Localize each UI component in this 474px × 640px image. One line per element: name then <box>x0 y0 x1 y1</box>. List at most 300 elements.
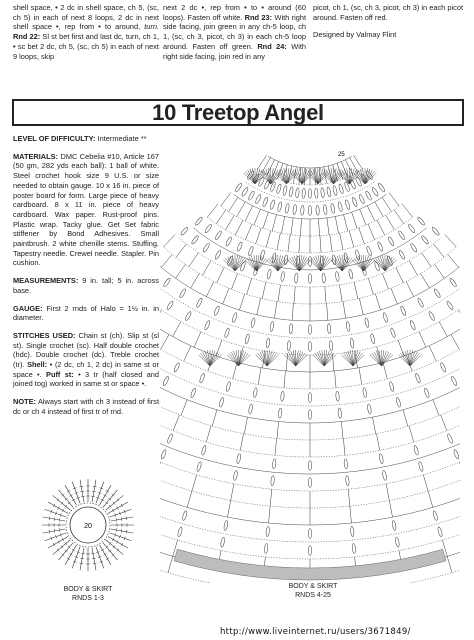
puff-stitch-mark <box>223 520 228 530</box>
dc-stitch-mark <box>284 371 285 388</box>
main-caption-line2: RNDS 4-25 <box>295 592 331 599</box>
puff-stitch-mark <box>335 271 340 281</box>
puff-stitch-mark <box>308 478 311 488</box>
dc-stitch-mark <box>386 215 395 230</box>
puff-stitch-mark <box>185 311 193 321</box>
dc-stitch-mark <box>368 224 375 240</box>
crossbar-mark <box>112 538 114 541</box>
round-arc <box>160 322 460 491</box>
dc-stitch-mark <box>278 285 281 302</box>
dc-stitch-mark <box>202 261 210 276</box>
source-url-watermark: http://www.liveinternet.ru/users/3671849/ <box>220 627 411 637</box>
dc-stitch-mark <box>254 209 260 225</box>
crossbar-mark <box>79 486 83 487</box>
puff-stitch-mark <box>220 537 225 547</box>
puff-stitch-mark <box>322 273 326 283</box>
measurements-text: 9 in. tall; 5 in. across base. <box>13 276 159 295</box>
puff-stitch-mark <box>409 320 416 330</box>
shell-fan-mark <box>315 353 325 366</box>
puff-stitch-mark <box>338 408 342 418</box>
gauge-section <box>13 304 159 323</box>
puff-stitch-mark <box>250 317 255 327</box>
note-text: Always start with ch 3 instead of first dc or ch 4 instead of first tr of rnd. <box>13 397 159 416</box>
dc-stitch-mark <box>402 204 413 217</box>
dc-stitch-mark <box>173 415 179 431</box>
puff-stitch-mark <box>163 278 172 288</box>
dc-stitch-mark <box>359 298 363 315</box>
crossbar-mark <box>91 496 95 497</box>
dc-stitch-mark <box>270 489 272 506</box>
dc-stitch-mark <box>335 217 338 234</box>
crossbar-mark <box>106 490 109 492</box>
puff-stitch-mark <box>338 184 344 194</box>
puff-stitch-mark <box>377 241 384 251</box>
crossbar-mark <box>116 518 117 522</box>
puff-stitch-mark <box>232 312 238 322</box>
puff-stitch-mark <box>335 391 339 401</box>
dc-stitch-mark <box>422 253 432 267</box>
crossbar-mark <box>62 509 64 512</box>
difficulty-label: LEVEL OF DIFFICULTY: <box>13 134 96 143</box>
dc-stitch-mark <box>377 220 385 235</box>
puff-stitch-mark <box>337 201 343 211</box>
puff-stitch-mark <box>162 376 169 386</box>
puff-stitch-mark <box>214 230 222 240</box>
dc-stitch-mark <box>43 517 66 521</box>
small-crochet-diagram <box>18 455 158 583</box>
dc-stitch-mark <box>43 529 66 533</box>
puff-stitch-mark <box>214 250 222 260</box>
puff-stitch-mark <box>371 187 379 197</box>
crossbar-mark <box>62 538 64 541</box>
puff-stitch-mark <box>450 376 457 386</box>
designer-credit: Designed by Valmay Flint <box>313 30 397 40</box>
dc-stitch-mark <box>441 415 447 431</box>
puff-stitch-mark <box>248 404 253 414</box>
measurements-section <box>13 276 159 295</box>
dc-stitch-mark <box>434 244 445 257</box>
stitches-text: Chain st (ch). Slip st (sl st). Single crochet (sc). Half double crochet (hdc). Double crochet (dc). Treble crochet (tr). <box>13 330 160 370</box>
puff-stitch-mark <box>182 510 188 520</box>
top-text-column-3 <box>313 3 463 40</box>
puff-stitch-mark <box>295 188 299 198</box>
top-text-column-1: shell space, • 2 dc in shell space, ch 5, (sc, ch 5) in each of next 8 loops, 2 dc in next shell space •, rep from • to around, turn. Rnd 22: Sl st bet first and last dc, turn, ch 1, • sc bet 2 dc, ch 5, (sc, ch 5) in each of next 9 loops, skip <box>13 3 160 61</box>
dc-stitch-mark <box>403 410 408 426</box>
shell-fan-mark <box>354 258 364 271</box>
shell-fan-mark <box>410 353 420 366</box>
dc-stitch-mark <box>161 335 169 350</box>
crossbar-mark <box>49 530 50 534</box>
puff-stitch-mark <box>225 236 233 246</box>
dc-stitch-mark <box>367 206 374 221</box>
crossbar-mark <box>67 558 70 560</box>
crossbar-mark <box>92 491 96 492</box>
puff-stitch-mark <box>166 300 174 310</box>
crossbar-mark <box>103 554 106 556</box>
puff-stitch-mark <box>180 226 189 236</box>
crossbar-mark <box>103 495 106 497</box>
dc-stitch-mark <box>223 288 229 304</box>
puff-stitch-mark <box>308 410 311 420</box>
puff-stitch-mark <box>267 269 272 279</box>
dc-stitch-mark <box>277 233 280 250</box>
puff-stitch-mark <box>433 288 441 298</box>
dc-stitch-mark <box>360 209 366 225</box>
puff-stitch-mark <box>358 194 365 204</box>
dc-stitch-mark <box>320 236 321 253</box>
round-arc <box>160 382 460 583</box>
crossbar-mark <box>121 543 123 546</box>
puff-stitch-mark <box>177 527 183 537</box>
puff-stitch-mark <box>233 470 238 480</box>
puff-stitch-mark <box>365 190 373 200</box>
puff-stitch-mark <box>240 261 247 271</box>
dc-stitch-mark <box>451 335 459 350</box>
crossbar-mark <box>69 554 72 556</box>
dc-stitch-mark <box>194 332 201 348</box>
dc-stitch-mark <box>233 362 237 378</box>
puff-stitch-mark <box>300 205 304 215</box>
dc-stitch-mark <box>262 282 266 299</box>
shell-fan-mark <box>258 353 268 366</box>
puff-stitch-mark <box>431 226 440 236</box>
puff-stitch-mark <box>316 205 320 215</box>
dc-stitch-mark <box>288 235 290 252</box>
dc-stitch-mark <box>386 484 389 501</box>
crossbar-mark <box>59 528 60 532</box>
shell-fan-mark <box>256 258 266 271</box>
puff-stitch-mark <box>213 306 220 316</box>
puff-stitch-mark <box>248 246 254 256</box>
puff-stitch-mark <box>364 317 369 327</box>
dc-stitch-mark <box>231 484 234 501</box>
dc-stitch-mark <box>382 273 388 289</box>
dc-stitch-mark <box>247 278 252 294</box>
crossbar-mark <box>121 517 122 521</box>
shell-fan-mark <box>311 258 321 271</box>
puff-stitch-mark <box>389 381 395 391</box>
dc-stitch-mark <box>419 332 426 348</box>
dc-stitch-mark <box>111 529 134 533</box>
puff-stitch-mark <box>440 362 447 372</box>
dc-stitch-mark <box>212 410 217 426</box>
puff-stitch-mark <box>308 529 311 539</box>
puff-stitch-mark <box>248 190 256 200</box>
shell-fan-mark <box>353 353 363 366</box>
dc-stitch-mark <box>161 254 172 267</box>
crossbar-mark <box>59 518 60 522</box>
dc-stitch-mark <box>299 236 300 253</box>
crossbar-mark <box>81 496 85 497</box>
puff-stitch-mark <box>330 203 335 213</box>
dc-stitch-mark <box>227 500 230 517</box>
puff-stitch-mark <box>398 250 406 260</box>
dc-stitch-mark <box>396 267 403 282</box>
dc-stitch-mark <box>389 193 399 207</box>
puff-stitch-mark <box>308 393 311 403</box>
shell-fan-mark <box>296 353 306 366</box>
small-caption-line1: BODY & SKIRT <box>63 586 113 593</box>
dc-stitch-mark <box>325 286 326 303</box>
dc-stitch-mark <box>58 490 73 508</box>
dc-stitch-mark <box>352 212 357 228</box>
crossbar-mark <box>54 517 55 521</box>
puff-stitch-mark <box>272 459 276 469</box>
puff-stitch-mark <box>323 204 327 214</box>
note-section <box>13 397 159 416</box>
dc-stitch-mark <box>406 281 414 296</box>
puff-stitch-mark <box>289 187 294 197</box>
title-banner <box>12 99 464 126</box>
dc-stitch-mark <box>226 215 235 230</box>
dc-stitch-mark <box>359 368 362 385</box>
small-diagram-center-label: 20 <box>84 523 92 530</box>
difficulty-value: Intermediate ** <box>97 134 147 143</box>
dc-stitch-mark <box>80 480 84 503</box>
crossbar-mark <box>126 530 127 534</box>
dc-stitch-mark <box>391 288 397 304</box>
dc-stitch-mark <box>354 282 358 299</box>
dc-stitch-mark <box>275 438 277 455</box>
puff-stitch-mark <box>326 187 331 197</box>
puff-stitch-mark <box>196 298 203 308</box>
dc-stitch-mark <box>181 400 187 416</box>
crossbar-mark <box>79 563 83 564</box>
puff-stitch-mark <box>173 362 180 372</box>
puff-stitch-mark <box>344 199 350 209</box>
dc-stitch-mark <box>257 298 261 315</box>
dc-stitch-mark <box>229 197 238 211</box>
crossbar-mark <box>58 506 60 509</box>
puff-stitch-mark <box>345 476 349 486</box>
puff-stitch-mark <box>417 216 426 226</box>
dc-stitch-mark <box>103 543 118 561</box>
dc-stitch-mark <box>394 210 404 224</box>
puff-stitch-mark <box>234 183 242 193</box>
puff-stitch-mark <box>355 250 361 260</box>
puff-stitch-mark <box>196 461 202 471</box>
small-diagram-caption <box>48 585 128 603</box>
dc-stitch-mark <box>103 490 118 508</box>
dc-stitch-mark <box>274 301 277 318</box>
crossbar-mark <box>72 549 75 551</box>
shell-fan-mark <box>267 353 277 366</box>
crossbar-mark <box>101 499 104 501</box>
crossbar-mark <box>81 553 85 554</box>
stitches-section <box>13 331 159 389</box>
puff-stitch-mark <box>327 324 331 334</box>
puff-stitch-mark <box>387 236 395 246</box>
puff-stitch-mark <box>410 243 418 253</box>
dc-stitch-mark <box>256 228 262 244</box>
shell-fan-mark <box>286 353 296 366</box>
puff-stitch-mark <box>241 187 249 197</box>
puff-stitch-mark <box>379 453 384 463</box>
shell-fan-mark <box>299 258 309 271</box>
puff-stitch-mark <box>202 243 210 253</box>
main-crochet-diagram <box>160 148 460 583</box>
crossbar-mark <box>93 563 97 564</box>
dc-stitch-mark <box>281 217 284 234</box>
puff-stitch-mark <box>390 328 396 338</box>
dc-stitch-mark <box>340 285 343 302</box>
dc-stitch-mark <box>106 495 124 510</box>
crossbar-mark <box>116 528 117 532</box>
shell-fan-mark <box>324 353 334 366</box>
instructions-column <box>13 134 159 425</box>
puff-stitch-mark <box>266 338 271 348</box>
puff-stitch-mark <box>447 433 454 443</box>
puff-stitch-mark <box>280 391 284 401</box>
dc-stitch-mark <box>439 322 447 337</box>
dc-stitch-mark <box>294 286 295 303</box>
puff-stitch-mark <box>204 224 212 234</box>
difficulty-section <box>13 134 159 144</box>
puff-stitch-mark <box>167 433 174 443</box>
puff-stitch-mark <box>276 184 282 194</box>
dc-stitch-mark <box>53 540 71 555</box>
dc-stitch-mark <box>291 218 293 235</box>
dc-stitch-mark <box>445 234 457 247</box>
dc-stitch-mark <box>327 303 328 320</box>
puff-stitch-mark <box>308 274 311 284</box>
puff-stitch-mark <box>362 387 367 397</box>
dc-stitch-mark <box>409 426 414 442</box>
dc-stitch-mark <box>272 215 276 231</box>
crossbar-mark <box>49 516 50 520</box>
main-diagram-caption <box>273 582 353 600</box>
puff-stitch-mark <box>280 271 285 281</box>
dc-stitch-mark <box>409 261 417 276</box>
dc-stitch-mark <box>187 491 192 507</box>
puff-stitch-mark <box>201 445 207 455</box>
dc-stitch-mark <box>340 233 343 250</box>
crossbar-mark <box>67 490 70 492</box>
dc-stitch-mark <box>348 489 350 506</box>
puff-stitch-mark <box>191 235 200 245</box>
puff-stitch-mark <box>259 250 265 260</box>
dc-stitch-mark <box>327 218 329 235</box>
crossbar-mark <box>91 553 95 554</box>
puff-stitch-mark <box>289 324 293 334</box>
shell-fan-mark <box>229 353 239 366</box>
dc-stitch-mark <box>206 426 211 442</box>
dc-stitch-mark <box>389 500 392 517</box>
puff-stitch-mark <box>266 526 270 536</box>
dc-stitch-mark <box>216 210 226 224</box>
puff-stitch-mark <box>352 543 356 553</box>
puff-stitch-mark <box>314 188 318 198</box>
dc-stitch-mark <box>423 475 428 491</box>
dc-stitch-mark <box>382 197 391 211</box>
puff-stitch-mark <box>271 476 275 486</box>
dc-stitch-mark <box>292 303 293 320</box>
stitches-label: STITCHES USED: <box>13 330 76 340</box>
dc-stitch-mark <box>277 422 279 439</box>
dc-stitch-mark <box>373 417 376 434</box>
dc-stitch-mark <box>164 234 176 247</box>
dc-stitch-mark <box>184 346 191 361</box>
puff-stitch-mark <box>428 311 436 321</box>
puff-stitch-mark <box>219 397 225 407</box>
dc-stitch-mark <box>448 254 459 267</box>
crossbar-mark <box>106 558 109 560</box>
puff-stitch-mark <box>308 325 311 335</box>
dc-stitch-mark <box>207 204 218 217</box>
dc-stitch-mark <box>235 220 243 235</box>
puff-stitch-mark <box>413 445 419 455</box>
measurements-label: MEASUREMENTS: <box>13 276 79 286</box>
dc-stitch-mark <box>58 543 73 561</box>
dc-stitch-mark <box>376 434 379 451</box>
puff-stitch-mark <box>348 269 353 279</box>
puff-stitch-mark <box>370 334 376 344</box>
dc-stitch-mark <box>350 506 352 523</box>
shell-fan-mark <box>225 258 235 271</box>
dc-stitch-mark <box>458 310 460 324</box>
puff-stitch-mark <box>225 381 231 391</box>
puff-stitch-mark <box>287 341 291 351</box>
puff-stitch-mark <box>253 387 258 397</box>
puff-stitch-mark <box>351 197 358 207</box>
dc-stitch-mark <box>168 556 173 572</box>
puff-stitch-mark <box>269 199 275 209</box>
puff-stitch-mark <box>190 388 197 398</box>
puff-stitch-mark <box>204 320 211 330</box>
shell-fan-mark <box>381 353 391 366</box>
puff-stitch-mark <box>262 197 269 207</box>
shell-fan-mark <box>343 353 353 366</box>
dc-stitch-mark <box>192 475 197 491</box>
puff-stitch-mark <box>453 449 460 459</box>
puff-stitch-mark <box>236 241 243 251</box>
puff-stitch-mark <box>160 449 167 459</box>
puff-stitch-mark <box>294 273 298 283</box>
dc-stitch-mark <box>435 264 445 278</box>
dc-stitch-mark <box>221 193 231 207</box>
dc-stitch-mark <box>263 212 268 228</box>
dc-stitch-mark <box>92 480 96 503</box>
puff-stitch-mark <box>392 520 397 530</box>
crossbar-mark <box>80 491 84 492</box>
puff-stitch-mark <box>407 224 415 234</box>
puff-stitch-mark <box>244 334 250 344</box>
crossbar-mark <box>54 529 55 533</box>
dc-stitch-mark <box>240 434 243 451</box>
materials-section <box>13 152 159 268</box>
dc-stitch-mark <box>459 462 460 478</box>
puff-stitch-mark <box>308 461 311 471</box>
dc-stitch-mark <box>349 231 354 247</box>
dc-stitch-mark <box>189 253 199 267</box>
dc-stitch-mark <box>160 310 162 324</box>
shell-fan-mark <box>375 258 385 271</box>
crossbar-mark <box>121 529 122 533</box>
crossbar-mark <box>121 504 123 507</box>
note-label: NOTE: <box>13 397 36 407</box>
puff-stitch-mark <box>423 388 430 398</box>
shell-fan-mark <box>400 353 410 366</box>
dc-stitch-mark <box>433 400 439 416</box>
dc-stitch-mark <box>266 231 271 247</box>
puff-stitch-mark <box>398 230 406 240</box>
crossbar-mark <box>92 558 96 559</box>
crossbar-mark <box>53 543 55 546</box>
puff-stitch-mark <box>194 216 203 226</box>
puff-stitch-mark <box>255 194 262 204</box>
dc-stitch-mark <box>80 548 84 571</box>
dc-stitch-mark <box>111 517 134 521</box>
